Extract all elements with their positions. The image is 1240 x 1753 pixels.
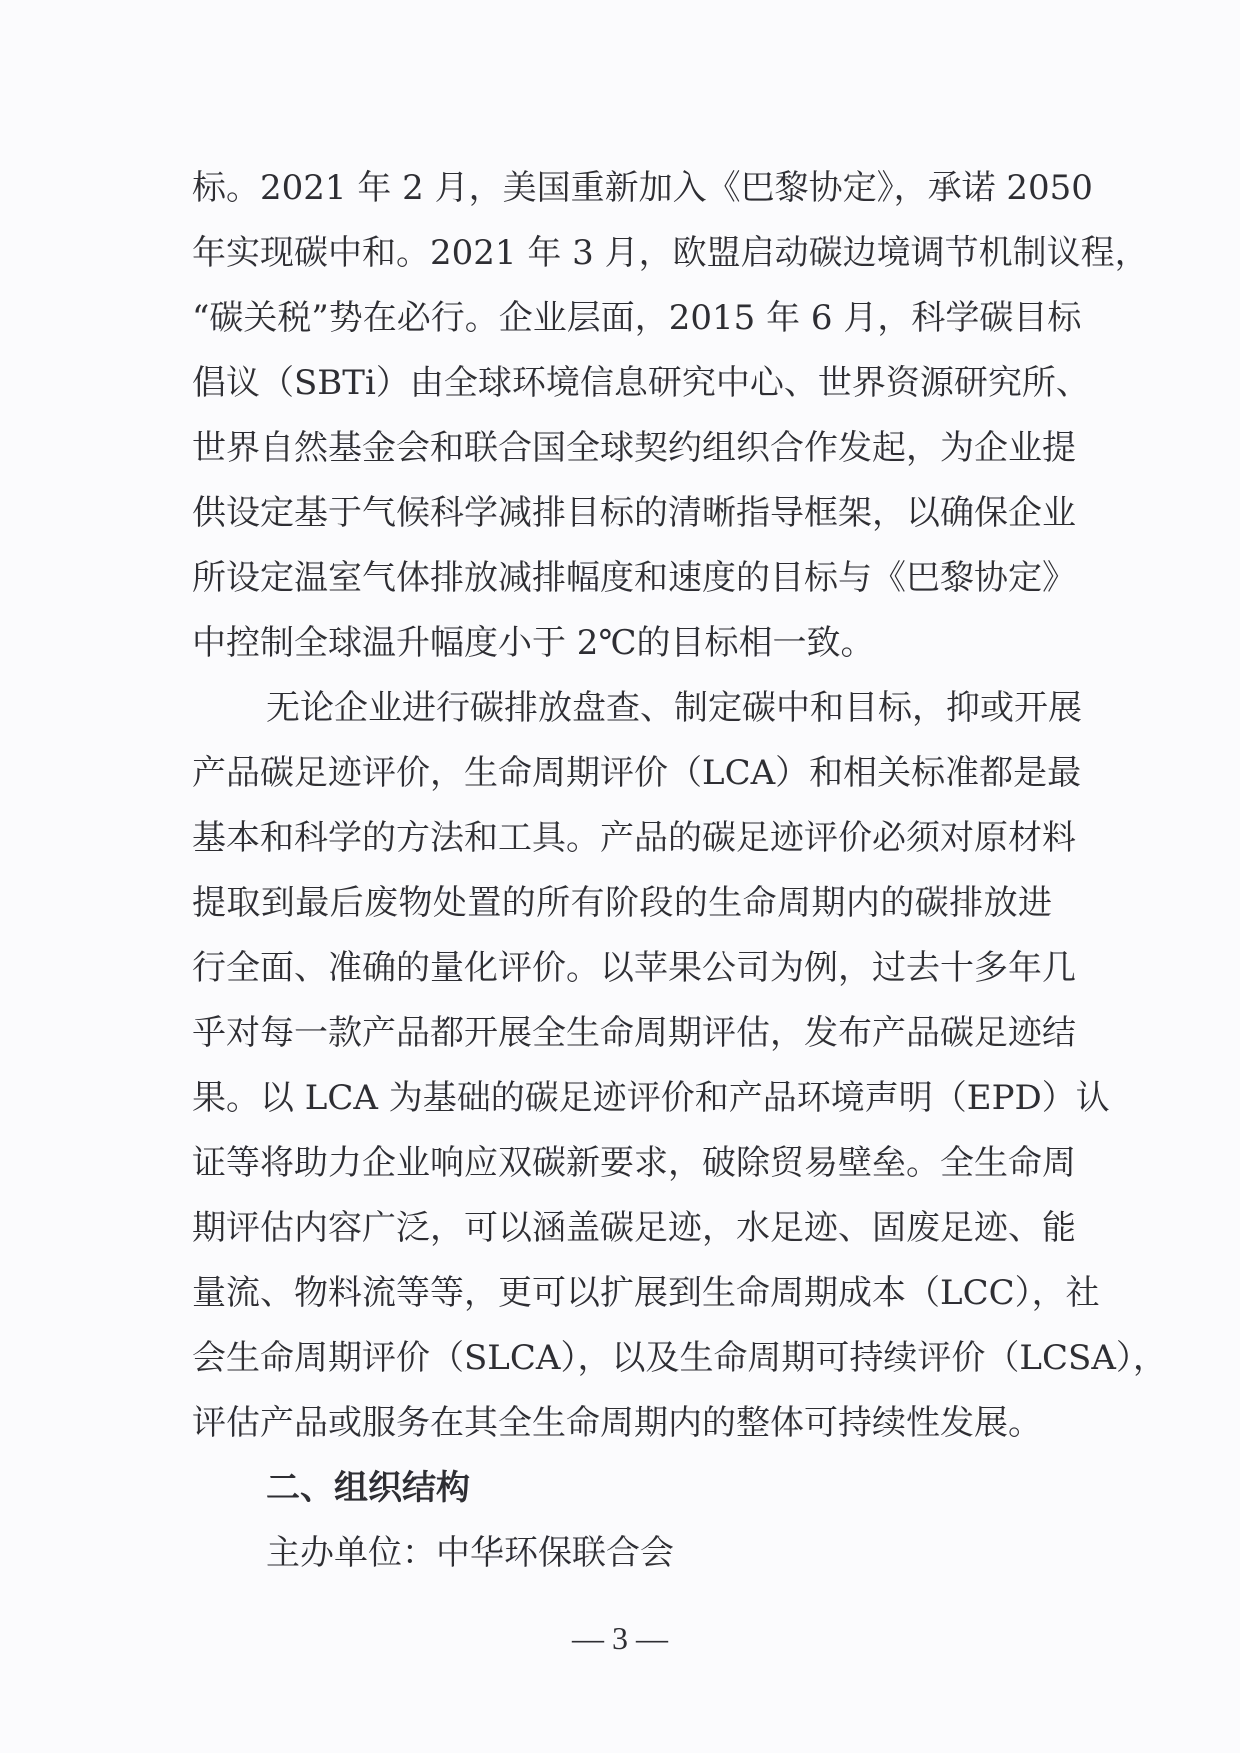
text-line: 标。2021 年 2 月，美国重新加入《巴黎协定》，承诺 2050: [192, 168, 1093, 208]
organizer-line: 主办单位：中华环保联合会: [266, 1533, 674, 1573]
text-line: 评估产品或服务在其全生命周期内的整体可持续性发展。: [192, 1403, 1042, 1443]
text-line: 期评估内容广泛，可以涵盖碳足迹，水足迹、固废足迹、能: [192, 1208, 1076, 1248]
paragraph-1: [192, 156, 1149, 676]
text-line: 果。以 LCA 为基础的碳足迹评价和产品环境声明（EPD）认: [192, 1078, 1110, 1118]
text-line: 世界自然基金会和联合国全球契约组织合作发起，为企业提: [192, 428, 1076, 468]
paragraph-2: [192, 676, 1167, 1456]
text-line: 量流、物料流等等，更可以扩展到生命周期成本（LCC），社: [192, 1273, 1100, 1313]
text-line: 会生命周期评价（SLCA），以及生命周期可持续评价（LCSA），: [192, 1338, 1167, 1378]
document-body: [192, 156, 1167, 1586]
section-heading: 二、组织结构: [266, 1468, 470, 1508]
text-line: 提取到最后废物处置的所有阶段的生命周期内的碳排放进: [192, 883, 1052, 923]
text-line: 行全面、准确的量化评价。以苹果公司为例，过去十多年几: [192, 948, 1076, 988]
text-line: 所设定温室气体排放减排幅度和速度的目标与《巴黎协定》: [192, 558, 1076, 598]
text-line: 基本和科学的方法和工具。产品的碳足迹评价必须对原材料: [192, 818, 1076, 858]
page-number: — 3 —: [572, 1620, 668, 1656]
text-line: “碳关税”势在必行。企业层面，2015 年 6 月，科学碳目标: [192, 298, 1082, 338]
text-line: 供设定基于气候科学减排目标的清晰指导框架，以确保企业: [192, 493, 1076, 533]
text-line: 中控制全球温升幅度小于 2℃的目标相一致。: [192, 623, 875, 663]
text-line: 倡议（SBTi）由全球环境信息研究中心、世界资源研究所、: [192, 363, 1090, 403]
text-line: 无论企业进行碳排放盘查、制定碳中和目标，抑或开展: [266, 688, 1082, 728]
text-line: 年实现碳中和。2021 年 3 月，欧盟启动碳边境调节机制议程，: [192, 233, 1149, 273]
text-line: 乎对每一款产品都开展全生命周期评估，发布产品碳足迹结: [192, 1013, 1076, 1053]
text-line: 产品碳足迹评价，生命周期评价（LCA）和相关标准都是最: [192, 753, 1082, 793]
text-line: 证等将助力企业响应双碳新要求，破除贸易壁垒。全生命周: [192, 1143, 1076, 1183]
